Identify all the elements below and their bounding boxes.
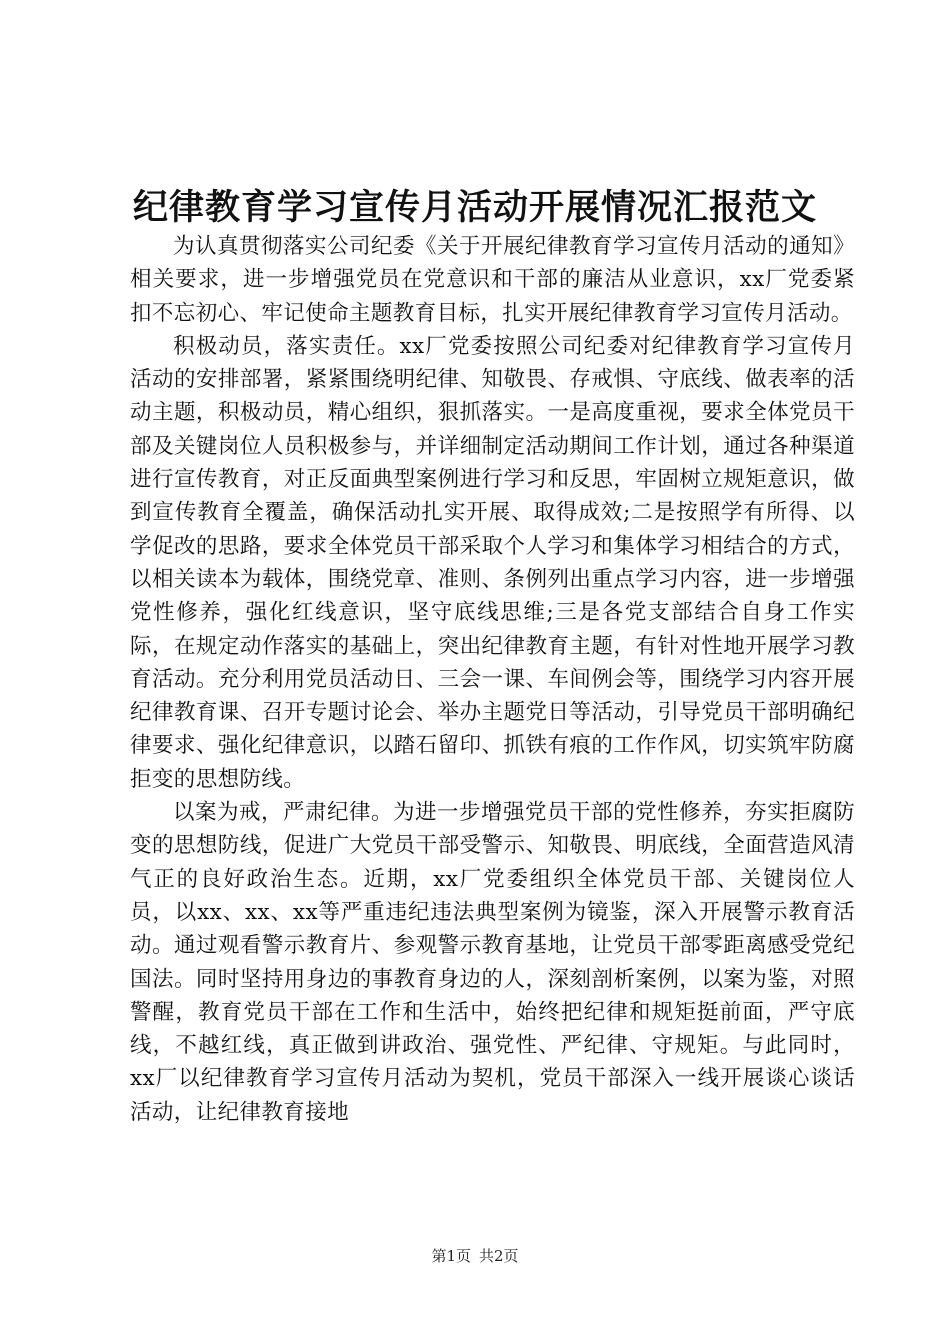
document-body bbox=[130, 230, 855, 1129]
page-number: 第1页 bbox=[431, 1247, 471, 1265]
document-title: 纪律教育学习宣传月活动开展情况汇报范文 bbox=[132, 187, 817, 228]
page-footer bbox=[0, 1245, 950, 1267]
paragraph-mobilization: 积极动员，落实责任。xx厂党委按照公司纪委对纪律教育学习宣传月活动的安排部署，紧紧围绕明纪律、知敬畏、存戒惧、守底线、做表率的活动主题，积极动员，精心组织，狠抓落实。一是高度重视，要求全体党员干部及关键岗位人员积极参与，并详细制定活动期间工作计划，通过各种渠道进行宣传教育，对正反面典型案例进行学习和反思，牢固树立规矩意识，做到宣传教育全覆盖，确保活动扎实开展、取得成效;二是按照学有所得、以学促改的思路，要求全体党员干部采取个人学习和集体学习相结合的方式，以相关读本为载体，围绕党章、准则、条例列出重点学习内容，进一步增强党性修养，强化红线意识，坚守底线思维;三是各党支部结合自身工作实际，在规定动作落实的基础上，突出纪律教育主题，有针对性地开展学习教育活动。充分利用党员活动日、三会一课、车间例会等，围绕学习内容开展纪律教育课、召开专题讨论会、举办主题党日等活动，引导党员干部明确纪律要求、强化纪律意识，以踏石留印、抓铁有痕的工作作风，切实筑牢防腐拒变的思想防线。 bbox=[130, 333, 855, 792]
paragraph-warning-cases: 以案为戒，严肃纪律。为进一步增强党员干部的党性修养，夯实拒腐防变的思想防线，促进广大党员干部受警示、知敬畏、明底线，全面营造风清气正的良好政治生态。近期，xx厂党委组织全体党员干部、关键岗位人员，以xx、xx、xx等严重违纪违法典型案例为镜鉴，深入开展警示教育活动。通过观看警示教育片、参观警示教育基地，让党员干部零距离感受党纪国法。同时坚持用身边的事教育身边的人，深刻剖析案例，以案为鉴，对照警醒，教育党员干部在工作和生活中，始终把纪律和规矩挺前面，严守底线，不越红线，真正做到讲政治、强党性、严纪律、守规矩。与此同时，xx厂以纪律教育学习宣传月活动为契机，党员干部深入一线开展谈心谈话活动，让纪律教育接地 bbox=[130, 800, 855, 1125]
paragraph-intro: 为认真贯彻落实公司纪委《关于开展纪律教育学习宣传月活动的通知》相关要求，进一步增强党员在党意识和干部的廉洁从业意识，xx厂党委紧扣不忘初心、牢记使命主题教育目标，扎实开展纪律教育学习宣传月活动。 bbox=[130, 234, 855, 326]
page-total: 共2页 bbox=[479, 1247, 519, 1265]
